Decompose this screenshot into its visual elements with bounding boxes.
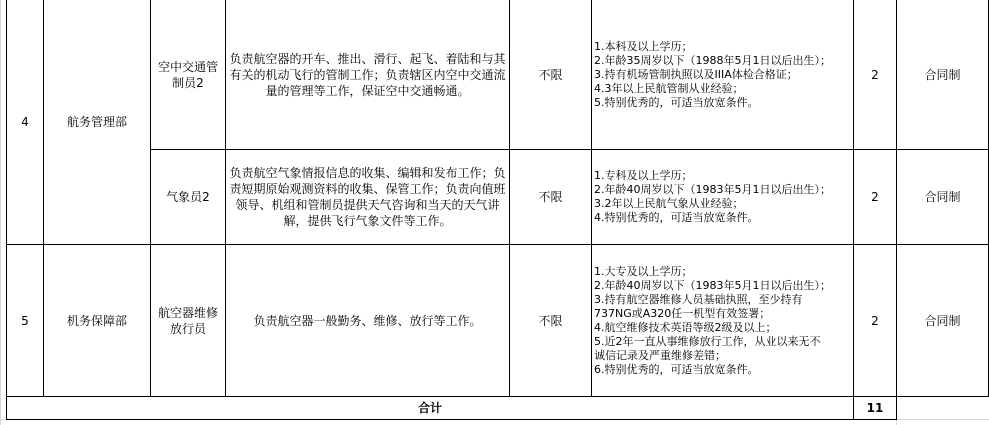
duty-line: 有关的机动飞行的管制工作；负责辖区内空中交通流 [229, 67, 506, 82]
requirement-line: 5.特别优秀的，可适当放宽条件。 [594, 95, 759, 109]
duty-line: 量的管理等工作，保证空中交通畅通。 [265, 83, 470, 98]
requirement-line: 737NG或A320任一机型有效签署； [594, 306, 771, 320]
requirements-list [594, 169, 831, 225]
count-cell: 2 [871, 190, 879, 204]
requirement-line: 1.大专及以上学历； [594, 264, 693, 278]
requirement-line: 2.年龄40周岁以下（1983年5月1日以后出生）； [594, 278, 831, 292]
major-cell: 不限 [538, 190, 563, 204]
duty-cell [226, 150, 509, 244]
requirement-line: 1.本科及以上学历； [594, 39, 693, 53]
position-name-line: 空中交通管 [157, 59, 218, 74]
total-label: 合计 [417, 401, 442, 415]
department-cell: 航务管理部 [66, 115, 127, 129]
requirement-line: 2.年龄35周岁以下（1988年5月1日以后出生）； [594, 53, 831, 67]
major-cell: 不限 [538, 67, 563, 82]
duty-cell [226, 0, 509, 149]
duty-line: 解，提供飞行气象文件等工作。 [283, 214, 452, 228]
border-line [591, 0, 592, 396]
position-name-cell: 气象员2 [166, 190, 210, 204]
requirement-line: 4.特别优秀的，可适当放宽条件。 [594, 211, 759, 224]
duty-line: 负责航空气象情报信息的收集、编辑和发布工作；负 [229, 166, 506, 180]
requirement-line: 6.特别优秀的，可适当放宽条件。 [594, 362, 759, 376]
position-name-line: 制员2 [172, 75, 204, 90]
border-line [6, 419, 897, 420]
requirements-cell [594, 245, 852, 396]
grid-line [0, 0, 1, 425]
position-name-line: 放行员 [169, 321, 206, 336]
position-name-cell [151, 245, 225, 396]
position-name-cell [151, 0, 225, 149]
requirement-line: 2.年龄40周岁以下（1983年5月1日以后出生）； [594, 183, 831, 196]
requirement-line: 4.3年以上民航管制从业经验； [594, 81, 744, 95]
requirement-line: 3.持有航空器维修人员基础执照，至少持有 [594, 292, 803, 306]
requirement-line: 5.近2年一直从事维修放行工作，从业以来无不 [594, 334, 821, 348]
requirements-list [594, 40, 831, 110]
duty-cell: 负责航空器一般勤务、维修、放行等工作。 [253, 313, 482, 328]
requirements-cell [594, 0, 852, 149]
requirement-line: 3.持有机场管制执照以及IIIA体检合格证； [594, 67, 798, 81]
requirement-line: 3.2年以上民航气象从业经验； [594, 197, 744, 210]
employment-type-cell: 合同制 [924, 67, 961, 82]
department-cell: 机务保障部 [66, 313, 127, 328]
row-number-cell: 5 [21, 313, 29, 328]
duty-line: 负责航空器的开车、推出、滑行、起飞、着陆和与其 [229, 51, 506, 66]
duty-line: 领导、机组和管制员提供天气咨询和当天的天气讲 [235, 198, 500, 212]
requirements-cell [594, 150, 852, 244]
position-name-line: 航空器维修 [157, 305, 218, 320]
major-cell: 不限 [538, 313, 563, 328]
total-value: 11 [866, 401, 884, 415]
employment-type-cell: 合同制 [924, 190, 961, 204]
duty-line: 责短期原始观测资料的收集、保管工作；负责向值班 [229, 182, 506, 196]
requirements-list [594, 265, 831, 377]
requirement-line: 4.航空维修技术英语等级2级及以上； [594, 320, 777, 334]
requirement-line: 1.专科及以上学历； [594, 169, 693, 182]
employment-type-cell: 合同制 [924, 313, 961, 328]
count-cell: 2 [871, 67, 879, 82]
requirement-line: 诚信记录及严重维修差错； [594, 348, 726, 362]
row-number-cell: 4 [21, 115, 29, 129]
count-cell: 2 [871, 313, 879, 328]
